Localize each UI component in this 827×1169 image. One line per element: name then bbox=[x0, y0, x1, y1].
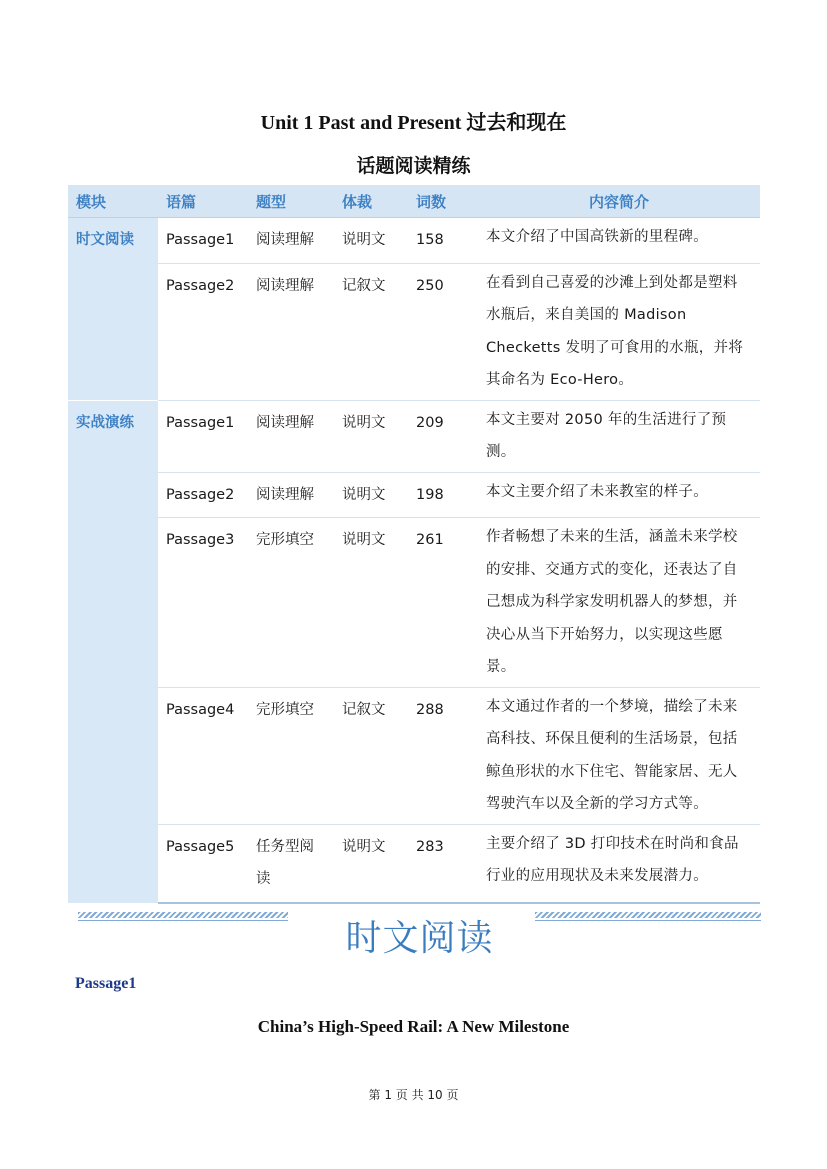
header-type: 题型 bbox=[248, 185, 334, 218]
type-cell: 任务型阅读 bbox=[248, 824, 334, 903]
genre-cell: 说明文 bbox=[334, 824, 408, 903]
words-cell: 158 bbox=[408, 218, 478, 264]
passage-cell: Passage1 bbox=[158, 400, 248, 472]
passage-cell: Passage4 bbox=[158, 687, 248, 824]
table-row bbox=[68, 218, 760, 264]
summary-cell: 本文主要介绍了未来教室的样子。 bbox=[478, 472, 760, 518]
words-cell: 209 bbox=[408, 400, 478, 472]
header-genre: 体裁 bbox=[334, 185, 408, 218]
table-row bbox=[68, 687, 760, 824]
summary-cell: 主要介绍了 3D 打印技术在时尚和食品行业的应用现状及未来发展潜力。 bbox=[478, 824, 760, 903]
page-footer: 第 1 页 共 10 页 bbox=[368, 1088, 459, 1102]
module-cell: 实战演练 bbox=[68, 400, 158, 903]
genre-cell: 说明文 bbox=[334, 472, 408, 518]
type-cell: 阅读理解 bbox=[248, 218, 334, 264]
genre-cell: 记叙文 bbox=[334, 687, 408, 824]
type-cell: 阅读理解 bbox=[248, 263, 334, 400]
type-cell: 阅读理解 bbox=[248, 472, 334, 518]
genre-cell: 记叙文 bbox=[334, 263, 408, 400]
type-cell: 阅读理解 bbox=[248, 400, 334, 472]
type-cell: 完形填空 bbox=[248, 687, 334, 824]
genre-cell: 说明文 bbox=[334, 518, 408, 688]
summary-cell: 本文介绍了中国高铁新的里程碑。 bbox=[478, 218, 760, 264]
passage-cell: Passage2 bbox=[158, 263, 248, 400]
table-row bbox=[68, 400, 760, 472]
banner-title: 时文阅读 bbox=[345, 918, 494, 959]
header-summary: 内容简介 bbox=[478, 185, 760, 218]
document-subtitle: 话题阅读精练 bbox=[356, 155, 471, 177]
words-cell: 283 bbox=[408, 824, 478, 903]
summary-cell: 本文主要对 2050 年的生活进行了预测。 bbox=[478, 400, 760, 472]
genre-cell: 说明文 bbox=[334, 218, 408, 264]
passage-cell: Passage1 bbox=[158, 218, 248, 264]
words-cell: 250 bbox=[408, 263, 478, 400]
passage-label: Passage1 bbox=[75, 975, 137, 992]
summary-cell: 本文通过作者的一个梦境，描绘了未来高科技、环保且便利的生活场景，包括鲸鱼形状的水下住宅、智能家居、无人驾驶汽车以及全新的学习方式等。 bbox=[478, 687, 760, 824]
words-cell: 261 bbox=[408, 518, 478, 688]
table-row bbox=[68, 472, 760, 518]
header-words: 词数 bbox=[408, 185, 478, 218]
header-passage: 语篇 bbox=[158, 185, 248, 218]
table-header-row bbox=[68, 185, 760, 218]
article-title: China’s High-Speed Rail: A New Milestone bbox=[257, 1017, 570, 1036]
summary-cell: 在看到自己喜爱的沙滩上到处都是塑料水瓶后，来自美国的 Madison Checketts 发明了可食用的水瓶，并将其命名为 Eco-Hero。 bbox=[478, 263, 760, 400]
passage-cell: Passage5 bbox=[158, 824, 248, 903]
header-module: 模块 bbox=[68, 185, 158, 218]
words-cell: 198 bbox=[408, 472, 478, 518]
table-row bbox=[68, 518, 760, 688]
document-title: Unit 1 Past and Present 过去和现在 bbox=[260, 112, 567, 134]
module-cell: 时文阅读 bbox=[68, 218, 158, 401]
section-banner bbox=[78, 906, 761, 966]
table-row bbox=[68, 824, 760, 903]
summary-cell: 作者畅想了未来的生活，涵盖未来学校的安排、交通方式的变化，还表达了自己想成为科学家发明机器人的梦想，并决心从当下开始努力，以实现这些愿景。 bbox=[478, 518, 760, 688]
passage-cell: Passage3 bbox=[158, 518, 248, 688]
type-cell: 完形填空 bbox=[248, 518, 334, 688]
genre-cell: 说明文 bbox=[334, 400, 408, 472]
passage-cell: Passage2 bbox=[158, 472, 248, 518]
overview-table bbox=[68, 185, 760, 904]
table-row bbox=[68, 263, 760, 400]
words-cell: 288 bbox=[408, 687, 478, 824]
